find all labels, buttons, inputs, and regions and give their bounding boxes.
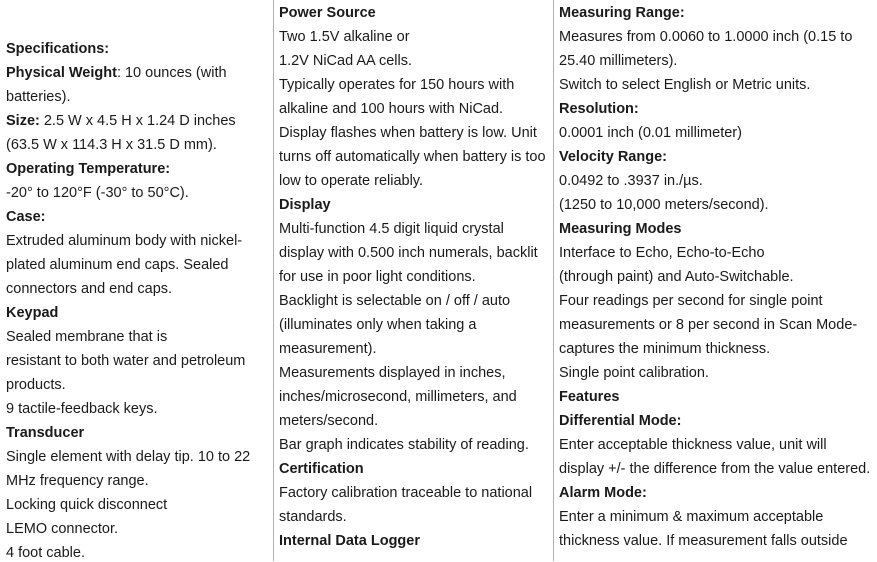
- alarm-text: Enter a minimum & maximum acceptable: [559, 509, 824, 525]
- power-text: turns off automatically when battery is too: [279, 149, 546, 165]
- temperature-label: Operating Temperature:: [6, 161, 171, 177]
- case-text: connectors and end caps.: [6, 281, 173, 297]
- size-line: [6, 109, 272, 133]
- keypad-label: Keypad: [6, 305, 59, 321]
- display-label: Display: [279, 197, 331, 213]
- weight-label: Physical Weight: [6, 65, 117, 81]
- transducer-text: LEMO connector.: [6, 521, 119, 537]
- transducer-text: Single element with delay tip. 10 to 22: [6, 449, 251, 465]
- modes-text: measurements or 8 per second in Scan Mode-: [559, 317, 858, 333]
- keypad-text: products.: [6, 377, 66, 393]
- modes-text: Four readings per second for single point: [559, 293, 823, 309]
- modes-text: Interface to Echo, Echo-to-Echo: [559, 245, 765, 261]
- column-measurement: [553, 1, 877, 562]
- measuring-range-label: Measuring Range:: [559, 5, 685, 21]
- power-source-label: Power Source: [279, 5, 376, 21]
- velocity-range-label: Velocity Range:: [559, 149, 667, 165]
- transducer-text: Locking quick disconnect: [6, 497, 168, 513]
- display-text: inches/microsecond, millimeters, and: [279, 389, 517, 405]
- modes-text: captures the minimum thickness.: [559, 341, 771, 357]
- display-text: Multi-function 4.5 digit liquid crystal: [279, 221, 504, 237]
- modes-text: (through paint) and Auto-Switchable.: [559, 269, 794, 285]
- velocity-text: 0.0492 to .3937 in./µs.: [559, 173, 703, 189]
- differential-text: display +/- the difference from the value entered.: [559, 461, 871, 477]
- weight-line: [6, 61, 272, 85]
- transducer-label: Transducer: [6, 425, 85, 441]
- display-text: Bar graph indicates stability of reading.: [279, 437, 529, 453]
- modes-text: Single point calibration.: [559, 365, 709, 381]
- power-text: alkaline and 100 hours with NiCad.: [279, 101, 504, 117]
- velocity-text: (1250 to 10,000 meters/second).: [559, 197, 769, 213]
- alarm-text: thickness value. If measurement falls outside: [559, 533, 848, 549]
- range-text: Switch to select English or Metric units.: [559, 77, 811, 93]
- power-text: Typically operates for 150 hours with: [279, 77, 515, 93]
- display-text: (illuminates only when taking a: [279, 317, 477, 333]
- column-general: [0, 1, 272, 562]
- specifications-heading: Specifications:: [6, 41, 110, 57]
- case-text: plated aluminum end caps. Sealed: [6, 257, 229, 273]
- alarm-mode-label: Alarm Mode:: [559, 485, 647, 501]
- resolution-label: Resolution:: [559, 101, 639, 117]
- power-text: low to operate reliably.: [279, 173, 424, 189]
- range-text: Measures from 0.0060 to 1.0000 inch (0.15 to: [559, 29, 853, 45]
- display-text: display with 0.500 inch numerals, backlit: [279, 245, 538, 261]
- certification-label: Certification: [279, 461, 364, 477]
- transducer-text: 4 foot cable.: [6, 545, 85, 561]
- transducer-text: MHz frequency range.: [6, 473, 149, 489]
- display-text: meters/second.: [279, 413, 379, 429]
- weight-value: : 10 ounces (with: [116, 65, 227, 81]
- case-text: Extruded aluminum body with nickel-: [6, 233, 243, 249]
- resolution-text: 0.0001 inch (0.01 millimeter): [559, 125, 742, 141]
- keypad-text: Sealed membrane that is: [6, 329, 168, 345]
- data-logger-label: Internal Data Logger: [279, 533, 420, 549]
- certification-text: Factory calibration traceable to national: [279, 485, 533, 501]
- weight-value-cont: batteries).: [6, 89, 71, 105]
- power-text: 1.2V NiCad AA cells.: [279, 53, 412, 69]
- display-text: measurement).: [279, 341, 377, 357]
- differential-mode-label: Differential Mode:: [559, 413, 682, 429]
- column-power-display: [273, 1, 553, 562]
- display-text: Backlight is selectable on / off / auto: [279, 293, 511, 309]
- display-text: for use in poor light conditions.: [279, 269, 476, 285]
- case-label: Case:: [6, 209, 46, 225]
- certification-text: standards.: [279, 509, 347, 525]
- keypad-text: 9 tactile-feedback keys.: [6, 401, 158, 417]
- display-text: Measurements displayed in inches,: [279, 365, 506, 381]
- range-text: 25.40 millimeters).: [559, 53, 678, 69]
- size-label: Size:: [6, 113, 40, 129]
- differential-text: Enter acceptable thickness value, unit will: [559, 437, 827, 453]
- power-text: Two 1.5V alkaline or: [279, 29, 410, 45]
- size-value: 2.5 W x 4.5 H x 1.24 D inches: [39, 113, 236, 129]
- measuring-modes-label: Measuring Modes: [559, 221, 682, 237]
- features-label: Features: [559, 389, 620, 405]
- temperature-value: -20° to 120°F (-30° to 50°C).: [6, 185, 189, 201]
- size-value-cont: (63.5 W x 114.3 H x 31.5 D mm).: [6, 137, 217, 153]
- keypad-text: resistant to both water and petroleum: [6, 353, 246, 369]
- power-text: Display flashes when battery is low. Unit: [279, 125, 537, 141]
